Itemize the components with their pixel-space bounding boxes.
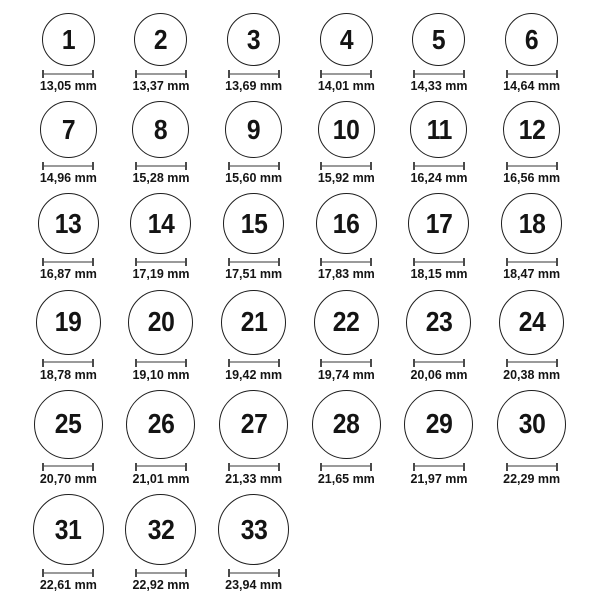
ring-circle: [38, 193, 99, 254]
ring-circle: [36, 290, 101, 355]
ring-circle: [221, 290, 286, 355]
ring-cell: [411, 13, 468, 93]
diameter-label: 16,56 mm: [503, 171, 561, 186]
ring-cell: [133, 13, 190, 93]
ring-cell: [318, 101, 375, 185]
ring-cell: [404, 390, 473, 486]
diameter-label: 14,01 mm: [317, 79, 375, 94]
diameter-dimension-line: [42, 162, 94, 170]
diameter-label: 14,33 mm: [410, 79, 468, 94]
ring-cell: [318, 13, 375, 93]
ring-size-number: 7: [61, 113, 75, 145]
ring-circle: [33, 494, 104, 565]
ring-circle: [406, 290, 471, 355]
ring-size-number: 25: [55, 408, 82, 440]
diameter-label: 22,92 mm: [132, 578, 190, 592]
diameter-label: 13,05 mm: [39, 79, 97, 94]
ring-cell: [132, 101, 189, 185]
ring-circle: [497, 390, 566, 459]
diameter-label: 19,10 mm: [132, 367, 190, 382]
diameter-dimension-line: [135, 70, 187, 78]
diameter-dimension-line: [228, 463, 280, 471]
diameter-label: 13,69 mm: [225, 79, 283, 94]
diameter-label: 19,74 mm: [317, 367, 375, 382]
ring-size-number: 32: [147, 513, 175, 545]
ring-cell: [40, 101, 97, 185]
ring-size-number: 20: [147, 306, 175, 338]
diameter-dimension-line: [135, 359, 187, 367]
diameter-label: 15,60 mm: [225, 171, 283, 186]
ring-circle: [225, 101, 282, 158]
ring-circle: [130, 193, 191, 254]
ring-cell: [501, 193, 562, 281]
ring-circle: [125, 494, 196, 565]
ring-size-number: 31: [55, 513, 82, 545]
ring-circle: [40, 101, 97, 158]
ring-circle: [320, 13, 373, 66]
ring-cell: [219, 390, 288, 486]
diameter-dimension-line: [413, 70, 465, 78]
diameter-dimension-line: [135, 258, 187, 266]
diameter-label: 19,42 mm: [225, 367, 283, 382]
ring-size-number: 28: [333, 408, 360, 440]
diameter-label: 21,97 mm: [410, 471, 468, 486]
ring-cell: [128, 290, 193, 382]
diameter-label: 17,83 mm: [317, 267, 375, 282]
ring-circle: [132, 101, 189, 158]
ring-size-number: 33: [240, 513, 267, 545]
diameter-label: 13,37 mm: [132, 79, 190, 94]
ring-size-number: 19: [55, 306, 82, 338]
diameter-label: 15,92 mm: [317, 171, 375, 186]
diameter-dimension-line: [42, 463, 94, 471]
ring-size-number: 29: [425, 408, 453, 440]
diameter-dimension-line: [413, 463, 465, 471]
ring-cell: [40, 13, 97, 93]
diameter-dimension-line: [42, 359, 94, 367]
diameter-dimension-line: [228, 258, 280, 266]
diameter-dimension-line: [228, 70, 280, 78]
ring-size-number: 6: [524, 23, 539, 55]
ring-cell: [221, 290, 286, 382]
ring-circle: [316, 193, 377, 254]
ring-cell: [497, 390, 566, 486]
ring-cell: [218, 494, 289, 592]
ring-size-number: 11: [426, 113, 452, 145]
ring-circle: [410, 101, 467, 158]
diameter-dimension-line: [413, 162, 465, 170]
ring-cell: [126, 390, 195, 486]
diameter-label: 14,64 mm: [503, 79, 561, 94]
diameter-dimension-line: [42, 70, 94, 78]
diameter-label: 21,33 mm: [225, 471, 283, 486]
ring-circle: [34, 390, 103, 459]
ring-cell: [130, 193, 191, 281]
diameter-label: 20,70 mm: [39, 471, 97, 486]
diameter-label: 21,01 mm: [132, 471, 190, 486]
ring-size-number: 2: [154, 23, 168, 55]
ring-size-number: 14: [147, 207, 175, 239]
ring-size-number: 9: [247, 113, 261, 145]
ring-size-number: 13: [55, 207, 82, 239]
diameter-label: 20,06 mm: [410, 367, 468, 382]
ring-size-number: 27: [240, 408, 267, 440]
ring-size-number: 23: [425, 306, 453, 338]
ring-circle: [404, 390, 473, 459]
diameter-dimension-line: [228, 569, 280, 577]
diameter-label: 18,78 mm: [39, 367, 97, 382]
ring-size-number: 24: [518, 306, 545, 338]
diameter-dimension-line: [506, 70, 558, 78]
ring-cell: [36, 290, 101, 382]
ring-cell: [408, 193, 469, 281]
ring-size-number: 10: [333, 113, 360, 145]
diameter-dimension-line: [413, 258, 465, 266]
diameter-dimension-line: [228, 359, 280, 367]
ring-circle: [312, 390, 381, 459]
diameter-dimension-line: [228, 162, 280, 170]
diameter-label: 15,28 mm: [132, 171, 190, 186]
ring-cell: [125, 494, 196, 592]
ring-cell: [503, 13, 560, 93]
ring-cell: [503, 101, 560, 185]
ring-size-number: 15: [240, 207, 267, 239]
diameter-dimension-line: [506, 359, 558, 367]
ring-size-number: 21: [240, 306, 267, 338]
ring-circle: [126, 390, 195, 459]
diameter-dimension-line: [506, 463, 558, 471]
ring-circle: [499, 290, 564, 355]
ring-cell: [38, 193, 99, 281]
diameter-dimension-line: [135, 569, 187, 577]
ring-circle: [503, 101, 560, 158]
diameter-dimension-line: [135, 463, 187, 471]
ring-cell: [314, 290, 379, 382]
diameter-dimension-line: [320, 258, 372, 266]
diameter-label: 18,47 mm: [503, 267, 561, 282]
ring-size-number: 12: [518, 113, 545, 145]
ring-size-number: 4: [339, 23, 353, 55]
ring-size-number: 17: [425, 207, 453, 239]
diameter-label: 21,65 mm: [317, 471, 375, 486]
ring-cell: [499, 290, 564, 382]
ring-circle: [318, 101, 375, 158]
ring-size-number: 26: [147, 408, 175, 440]
ring-size-number: 18: [518, 207, 545, 239]
ring-size-number: 5: [432, 23, 446, 55]
ring-circle: [412, 13, 465, 66]
diameter-label: 22,61 mm: [39, 578, 97, 592]
diameter-dimension-line: [42, 569, 94, 577]
diameter-label: 14,96 mm: [39, 171, 97, 186]
diameter-dimension-line: [42, 258, 94, 266]
ring-circle: [219, 390, 288, 459]
ring-circle: [223, 193, 284, 254]
ring-circle: [505, 13, 558, 66]
diameter-label: 16,24 mm: [410, 171, 468, 186]
ring-cell: [225, 101, 282, 185]
ring-circle: [314, 290, 379, 355]
ring-circle: [134, 13, 187, 66]
ring-size-number: 22: [333, 306, 360, 338]
ring-size-number: 3: [246, 23, 261, 55]
ring-cell: [225, 13, 282, 93]
ring-cell: [34, 390, 103, 486]
ring-cell: [33, 494, 104, 592]
ring-cell: [312, 390, 381, 486]
ring-size-number: 30: [518, 408, 545, 440]
diameter-label: 22,29 mm: [503, 471, 561, 486]
diameter-dimension-line: [135, 162, 187, 170]
ring-circle: [501, 193, 562, 254]
diameter-label: 16,87 mm: [39, 267, 97, 282]
diameter-label: 17,51 mm: [225, 267, 283, 282]
ring-circle: [128, 290, 193, 355]
diameter-dimension-line: [506, 162, 558, 170]
diameter-label: 18,15 mm: [410, 267, 468, 282]
diameter-dimension-line: [320, 359, 372, 367]
ring-size-number: 8: [154, 113, 168, 145]
ring-cell: [316, 193, 377, 281]
diameter-label: 23,94 mm: [225, 578, 283, 592]
diameter-dimension-line: [320, 70, 372, 78]
ring-circle: [42, 13, 95, 66]
ring-circle: [227, 13, 280, 66]
ring-size-number: 16: [333, 207, 360, 239]
diameter-dimension-line: [320, 162, 372, 170]
ring-circle: [408, 193, 469, 254]
ring-cell: [406, 290, 471, 382]
diameter-dimension-line: [320, 463, 372, 471]
ring-size-number: 1: [61, 23, 75, 55]
ring-circle: [218, 494, 289, 565]
diameter-label: 20,38 mm: [503, 367, 561, 382]
diameter-dimension-line: [506, 258, 558, 266]
diameter-label: 17,19 mm: [132, 267, 190, 282]
diameter-dimension-line: [413, 359, 465, 367]
ring-cell: [223, 193, 284, 281]
ring-cell: [410, 101, 467, 185]
